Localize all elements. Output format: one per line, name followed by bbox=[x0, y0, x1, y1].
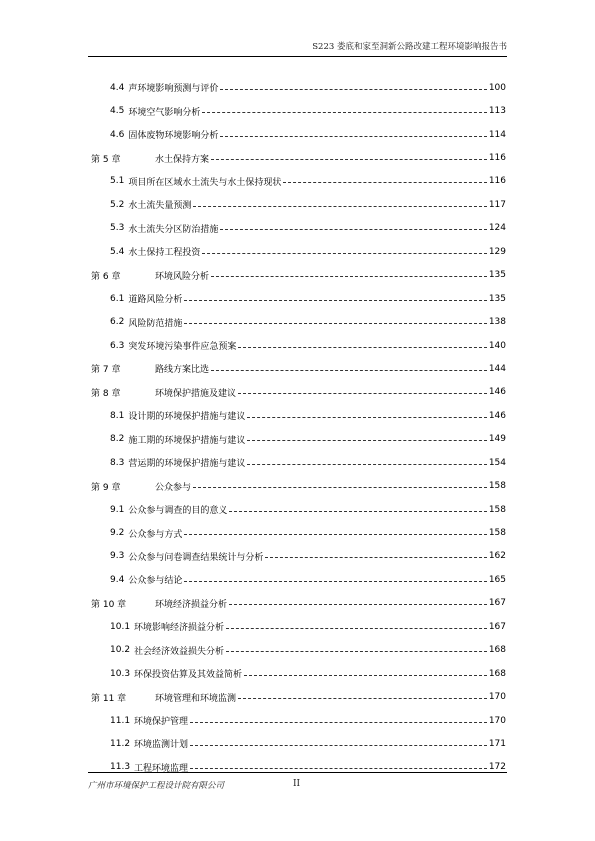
toc-entry-number: 6.2 bbox=[110, 317, 125, 328]
toc-entry-page: 124 bbox=[488, 223, 506, 234]
toc-chapter-row[interactable] bbox=[91, 146, 506, 169]
toc-entry-number: 第 11 章 bbox=[91, 693, 127, 704]
toc-dot-leader bbox=[229, 510, 486, 512]
toc-entry-number: 5.4 bbox=[110, 246, 125, 257]
toc-entry-page: 114 bbox=[488, 129, 506, 140]
toc-entry-title: 环境经济损益分析 bbox=[155, 599, 228, 610]
toc-entry-page: 168 bbox=[488, 668, 506, 679]
toc-section-row[interactable] bbox=[91, 287, 506, 310]
toc-entry-page: 149 bbox=[488, 434, 506, 445]
toc-section-row[interactable] bbox=[91, 639, 506, 662]
toc-entry-number: 5.3 bbox=[110, 223, 125, 234]
toc-dot-leader bbox=[193, 486, 487, 488]
toc-entry-page: 170 bbox=[488, 692, 506, 703]
toc-entry-number: 10.3 bbox=[110, 668, 131, 679]
toc-entry-page: 129 bbox=[488, 246, 506, 257]
toc-entry-number: 第 7 章 bbox=[91, 365, 121, 376]
toc-entry-number: 第 8 章 bbox=[91, 388, 121, 399]
toc-entry-page: 135 bbox=[488, 293, 506, 304]
toc-entry-page: 113 bbox=[488, 106, 506, 117]
toc-entry-title: 水土保持方案 bbox=[155, 154, 210, 165]
toc-chapter-row[interactable] bbox=[91, 592, 506, 615]
toc-section-row[interactable] bbox=[91, 240, 506, 263]
toc-dot-leader bbox=[184, 533, 486, 535]
toc-entry-page: 117 bbox=[488, 199, 506, 210]
toc-entry-number: 4.6 bbox=[110, 129, 125, 140]
toc-section-row[interactable] bbox=[91, 709, 506, 732]
toc-section-row[interactable] bbox=[91, 310, 506, 333]
toc-entry-title: 声环境影响预测与评价 bbox=[128, 84, 219, 95]
toc-entry-page: 158 bbox=[488, 528, 506, 539]
toc-entry-title: 环境保护措施及建议 bbox=[155, 388, 237, 399]
toc-entry-number: 9.1 bbox=[110, 504, 125, 515]
toc-chapter-row[interactable] bbox=[91, 357, 506, 380]
toc-dot-leader bbox=[211, 158, 487, 160]
toc-entry-number: 6.3 bbox=[110, 340, 125, 351]
toc-dot-leader bbox=[238, 697, 487, 699]
toc-entry-title: 道路风险分析 bbox=[128, 295, 183, 306]
toc-section-row[interactable] bbox=[91, 545, 506, 568]
toc-chapter-row[interactable] bbox=[91, 381, 506, 404]
toc-section-row[interactable] bbox=[91, 404, 506, 427]
toc-entry-title: 社会经济效益损失分析 bbox=[134, 646, 225, 657]
toc-entry-page: 168 bbox=[488, 645, 506, 656]
toc-section-row[interactable] bbox=[91, 732, 506, 755]
toc-entry-title: 环境管理和环境监测 bbox=[155, 693, 237, 704]
toc-section-row[interactable] bbox=[91, 99, 506, 122]
toc-entry-number: 11.2 bbox=[110, 738, 131, 749]
footer-page-number: II bbox=[293, 779, 301, 789]
toc-entry-title: 公众参与问卷调查结果统计与分析 bbox=[128, 552, 264, 563]
toc-section-row[interactable] bbox=[91, 521, 506, 544]
toc-section-row[interactable] bbox=[91, 193, 506, 216]
toc-dot-leader bbox=[211, 275, 487, 277]
toc-entry-title: 水土流失分区防治措施 bbox=[128, 224, 219, 235]
toc-entry-number: 8.2 bbox=[110, 434, 125, 445]
toc-entry-title: 固体废物环境影响分析 bbox=[128, 131, 219, 142]
toc-entry-title: 项目所在区域水土流失与水土保持现状 bbox=[128, 177, 282, 188]
toc-entry-number: 10.2 bbox=[110, 645, 131, 656]
toc-entry-title: 设计期的环境保护措施与建议 bbox=[128, 412, 246, 423]
toc-entry-number: 第 9 章 bbox=[91, 482, 121, 493]
toc-entry-page: 165 bbox=[488, 574, 506, 585]
toc-section-row[interactable] bbox=[91, 615, 506, 638]
toc-entry-page: 100 bbox=[488, 82, 506, 93]
toc-entry-number: 4.5 bbox=[110, 106, 125, 117]
toc-entry-number: 第 10 章 bbox=[91, 599, 127, 610]
toc-entry-title: 突发环境污染事件应急预案 bbox=[128, 342, 237, 353]
toc-entry-title: 环境保护管理 bbox=[134, 717, 189, 728]
toc-section-row[interactable] bbox=[91, 451, 506, 474]
toc-dot-leader bbox=[247, 463, 486, 465]
toc-entry-number: 6.1 bbox=[110, 293, 125, 304]
toc-dot-leader bbox=[229, 603, 487, 605]
toc-dot-leader bbox=[184, 580, 486, 582]
toc-entry-page: 116 bbox=[488, 176, 506, 187]
toc-entry-page: 167 bbox=[488, 621, 506, 632]
toc-dot-leader bbox=[247, 416, 486, 418]
toc-entry-title: 路线方案比选 bbox=[155, 365, 210, 376]
toc-entry-title: 环境影响经济损益分析 bbox=[134, 623, 225, 634]
toc-dot-leader bbox=[190, 744, 487, 746]
toc-dot-leader bbox=[190, 721, 487, 723]
toc-entry-page: 172 bbox=[488, 762, 506, 773]
toc-entry-title: 工程环境监理 bbox=[134, 763, 189, 774]
toc-entry-page: 170 bbox=[488, 715, 506, 726]
toc-entry-number: 11.3 bbox=[110, 762, 131, 773]
toc-entry-number: 第 6 章 bbox=[91, 271, 121, 282]
toc-entry-title: 风险防范措施 bbox=[128, 318, 183, 329]
toc-dot-leader bbox=[184, 299, 486, 301]
toc-chapter-row[interactable] bbox=[91, 685, 506, 708]
toc-section-row[interactable] bbox=[91, 217, 506, 240]
toc-entry-title: 水土流失量预测 bbox=[128, 201, 192, 212]
toc-dot-leader bbox=[244, 674, 487, 676]
toc-entry-number: 9.4 bbox=[110, 574, 125, 585]
toc-section-row[interactable] bbox=[91, 428, 506, 451]
toc-entry-title: 环保投资估算及其效益简析 bbox=[134, 670, 243, 681]
toc-dot-leader bbox=[226, 627, 487, 629]
toc-entry-number: 第 5 章 bbox=[91, 154, 121, 165]
toc-entry-page: 167 bbox=[488, 598, 506, 609]
toc-dot-leader bbox=[238, 346, 486, 348]
toc-dot-leader bbox=[220, 228, 486, 230]
toc-dot-leader bbox=[226, 650, 487, 652]
toc-dot-leader bbox=[202, 111, 486, 113]
toc-entry-title: 施工期的环境保护措施与建议 bbox=[128, 435, 246, 446]
toc-dot-leader bbox=[184, 322, 486, 324]
toc-entry-number: 8.1 bbox=[110, 410, 125, 421]
toc-section-row[interactable] bbox=[91, 76, 506, 99]
toc-dot-leader bbox=[220, 135, 486, 137]
toc-dot-leader bbox=[247, 439, 486, 441]
toc-entry-page: 171 bbox=[488, 738, 506, 749]
toc-section-row[interactable] bbox=[91, 334, 506, 357]
toc-section-row[interactable] bbox=[91, 568, 506, 591]
toc-entry-number: 9.3 bbox=[110, 551, 125, 562]
toc-entry-page: 158 bbox=[488, 504, 506, 515]
toc-entry-title: 环境空气影响分析 bbox=[128, 107, 201, 118]
toc-dot-leader bbox=[190, 767, 487, 769]
toc-section-row[interactable] bbox=[91, 123, 506, 146]
footer-organization: 广州市环境保护工程设计院有限公司 bbox=[88, 781, 225, 791]
toc-dot-leader bbox=[193, 205, 486, 207]
toc-dot-leader bbox=[220, 88, 486, 90]
toc-entry-title: 公众参与调查的目的意义 bbox=[128, 506, 228, 517]
table-of-contents bbox=[91, 76, 506, 779]
toc-entry-number: 11.1 bbox=[110, 715, 131, 726]
toc-entry-page: 146 bbox=[488, 410, 506, 421]
toc-entry-title: 公众参与 bbox=[155, 482, 192, 493]
page-header bbox=[88, 40, 507, 57]
toc-entry-page: 116 bbox=[488, 153, 506, 164]
toc-entry-page: 140 bbox=[488, 340, 506, 351]
toc-dot-leader bbox=[283, 181, 486, 183]
toc-section-row[interactable] bbox=[91, 170, 506, 193]
toc-entry-page: 158 bbox=[488, 481, 506, 492]
toc-entry-page: 154 bbox=[488, 457, 506, 468]
toc-entry-title: 公众参与结论 bbox=[128, 576, 183, 587]
page-footer bbox=[88, 772, 507, 793]
toc-entry-page: 162 bbox=[488, 551, 506, 562]
toc-entry-page: 146 bbox=[488, 387, 506, 398]
toc-entry-number: 4.4 bbox=[110, 82, 125, 93]
toc-entry-page: 144 bbox=[488, 363, 506, 374]
toc-section-row[interactable] bbox=[91, 498, 506, 521]
toc-entry-page: 138 bbox=[488, 317, 506, 328]
toc-entry-number: 5.1 bbox=[110, 176, 125, 187]
header-title: S223 娄底和家至洞新公路改建工程环境影响报告书 bbox=[312, 42, 507, 52]
toc-dot-leader bbox=[265, 556, 486, 558]
toc-chapter-row[interactable] bbox=[91, 474, 506, 497]
toc-entry-number: 5.2 bbox=[110, 199, 125, 210]
toc-dot-leader bbox=[238, 392, 487, 394]
toc-entry-page: 135 bbox=[488, 270, 506, 281]
toc-entry-number: 9.2 bbox=[110, 528, 125, 539]
toc-entry-title: 水土保持工程投资 bbox=[128, 248, 201, 259]
toc-chapter-row[interactable] bbox=[91, 264, 506, 287]
toc-section-row[interactable] bbox=[91, 662, 506, 685]
toc-dot-leader bbox=[202, 252, 486, 254]
toc-dot-leader bbox=[211, 369, 487, 371]
toc-entry-title: 环境风险分析 bbox=[155, 271, 210, 282]
toc-entry-title: 公众参与方式 bbox=[128, 529, 183, 540]
toc-entry-number: 10.1 bbox=[110, 621, 131, 632]
toc-entry-number: 8.3 bbox=[110, 457, 125, 468]
toc-entry-title: 营运期的环境保护措施与建议 bbox=[128, 459, 246, 470]
toc-entry-title: 环境监测计划 bbox=[134, 740, 189, 751]
